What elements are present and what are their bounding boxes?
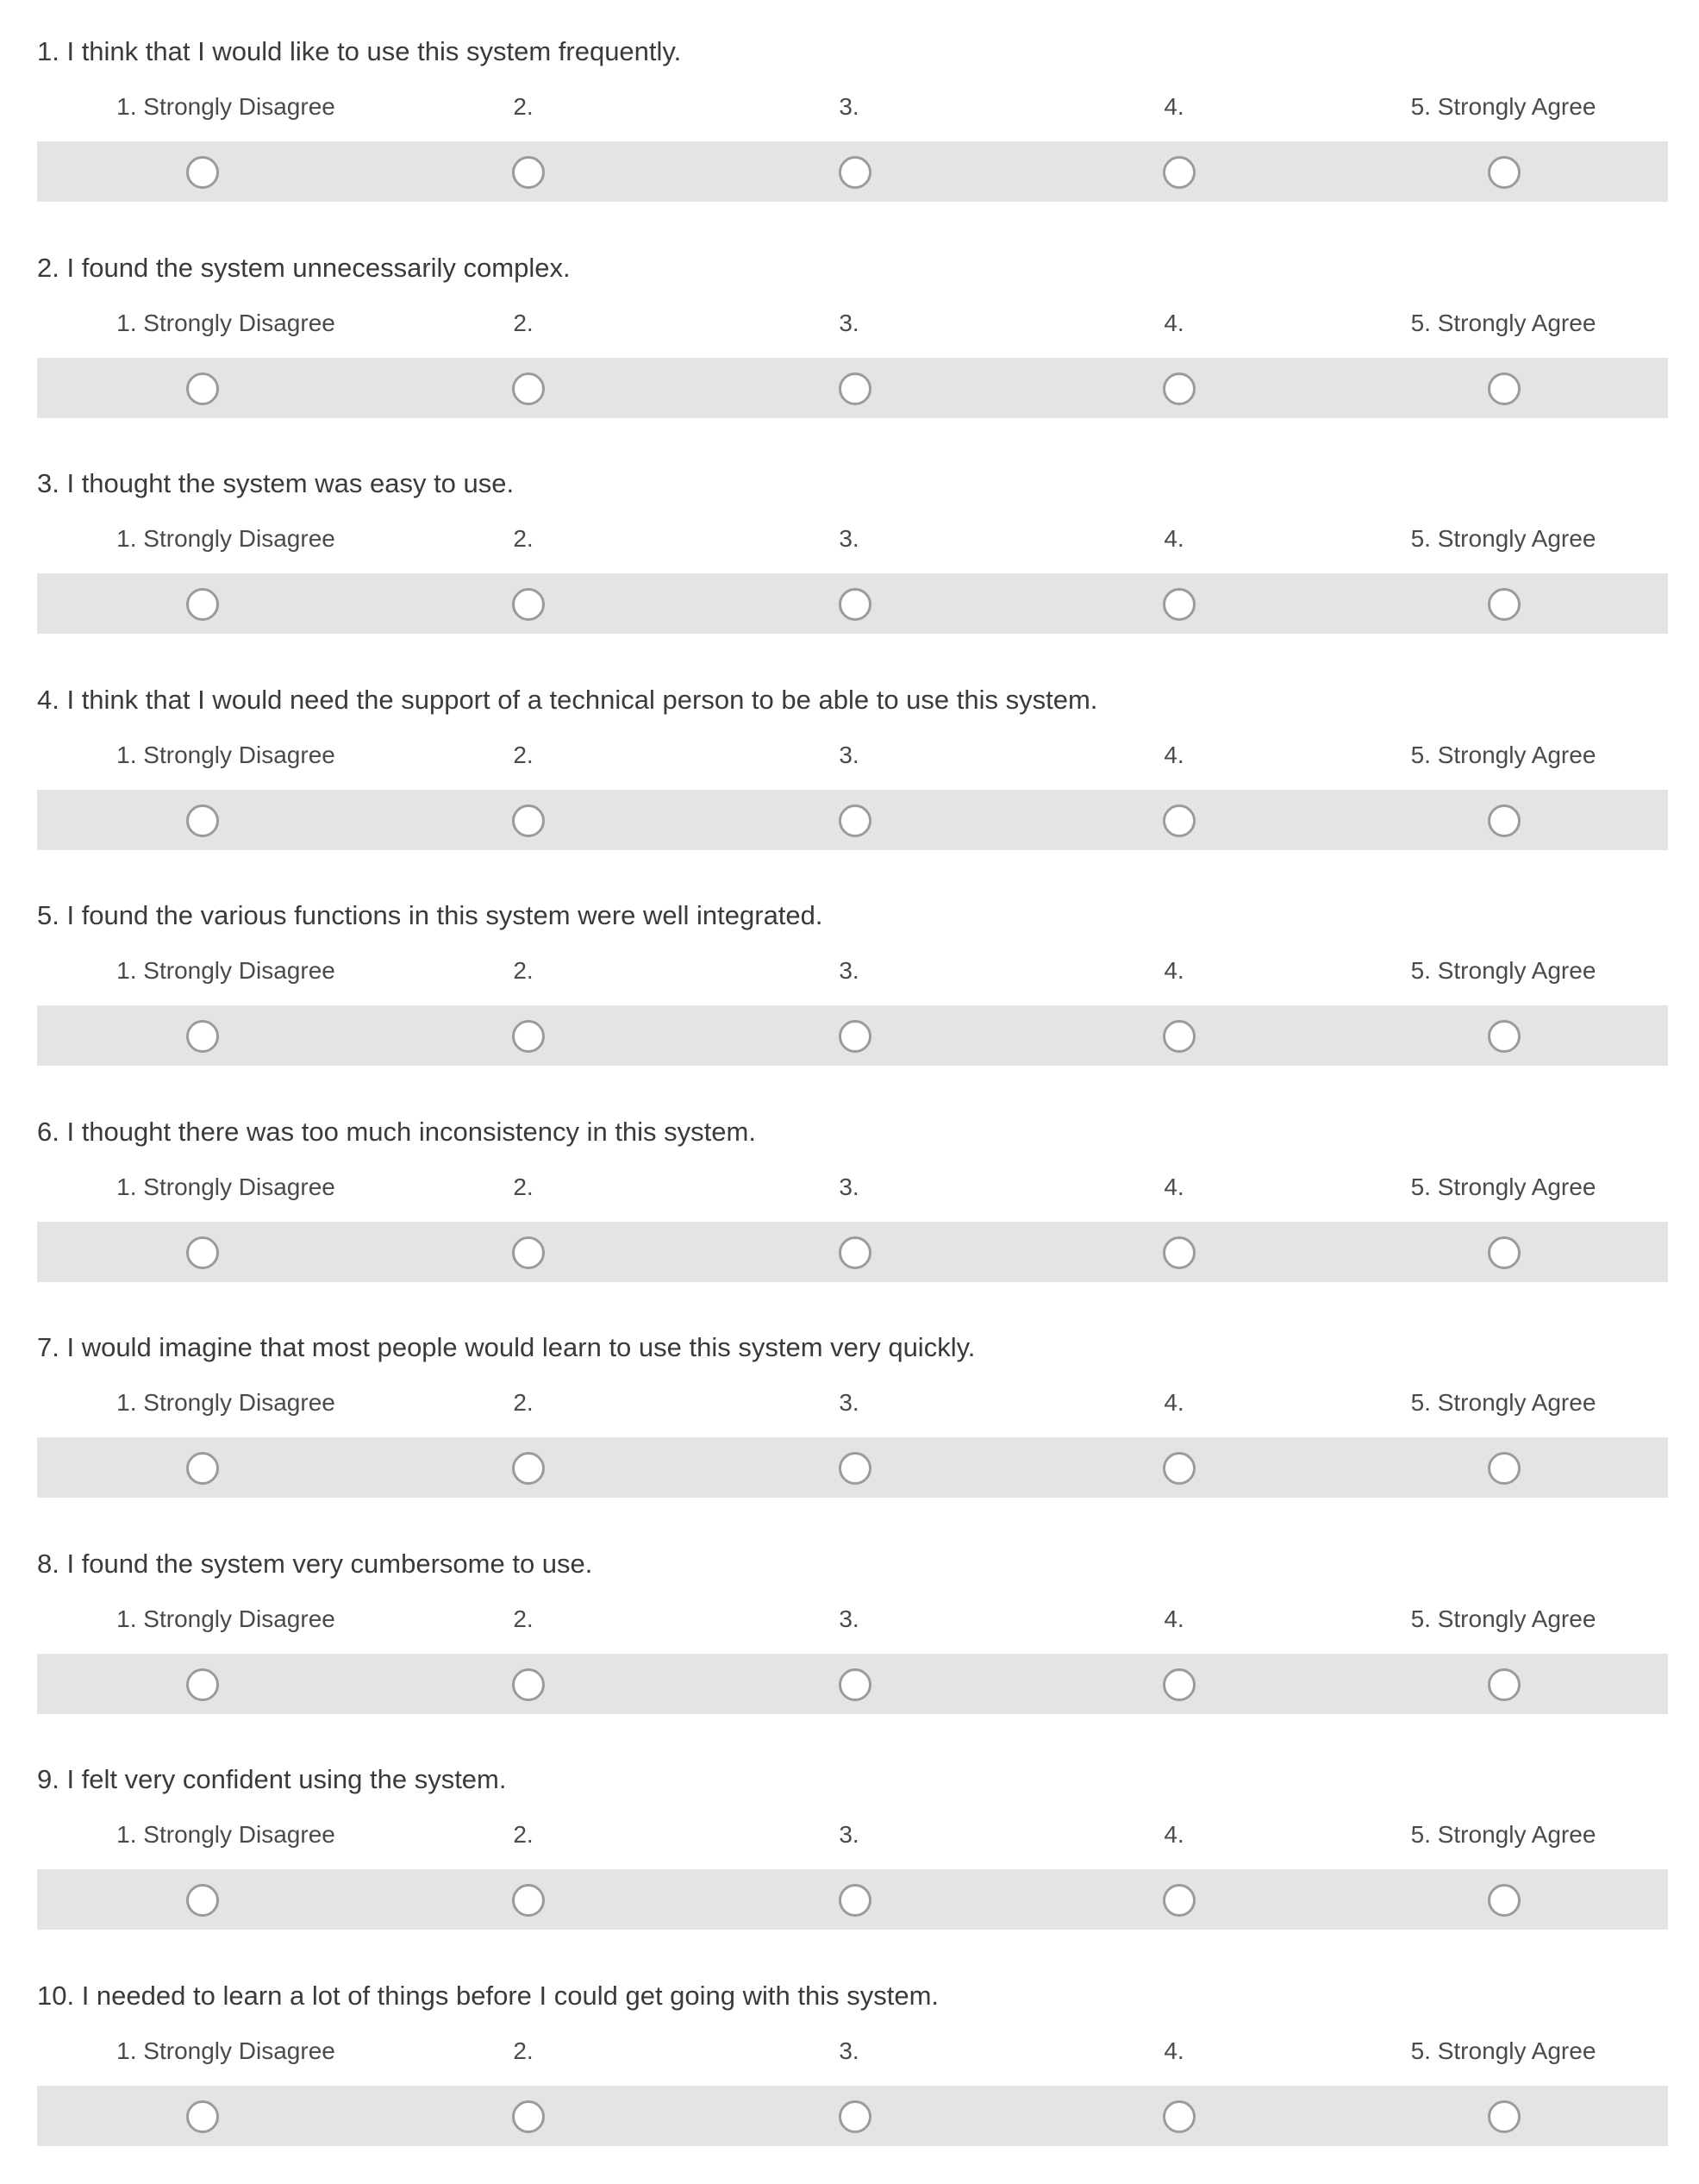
scale-label-1: 1. Strongly Disagree bbox=[116, 525, 335, 552]
scale-label-5: 5. Strongly Agree bbox=[1410, 1173, 1596, 1200]
question-block bbox=[0, 1105, 1699, 1320]
scale-label-5: 5. Strongly Agree bbox=[1410, 741, 1596, 768]
scale-label-3: 3. bbox=[839, 1821, 859, 1848]
rating-radio-1[interactable] bbox=[186, 1236, 219, 1269]
rating-radio-5[interactable] bbox=[1488, 372, 1521, 405]
scale-label-3: 3. bbox=[839, 957, 859, 984]
rating-radio-2[interactable] bbox=[512, 2100, 545, 2133]
rating-radio-3[interactable] bbox=[839, 1452, 871, 1485]
rating-radio-1[interactable] bbox=[186, 372, 219, 405]
scale-label-5: 5. Strongly Agree bbox=[1410, 525, 1596, 552]
scale-label-2: 2. bbox=[513, 1173, 534, 1200]
rating-radio-5[interactable] bbox=[1488, 588, 1521, 621]
question-block bbox=[0, 24, 1699, 240]
rating-radio-2[interactable] bbox=[512, 588, 545, 621]
scale-label-5: 5. Strongly Agree bbox=[1410, 1389, 1596, 1416]
rating-options-row bbox=[37, 358, 1668, 418]
rating-radio-3[interactable] bbox=[839, 804, 871, 837]
rating-radio-1[interactable] bbox=[186, 1452, 219, 1485]
scale-label-2: 2. bbox=[513, 957, 534, 984]
question-text: 8. I found the system very cumbersome to use. bbox=[37, 1548, 593, 1579]
rating-radio-5[interactable] bbox=[1488, 804, 1521, 837]
question-text: 7. I would imagine that most people would learn to use this system very quickly. bbox=[37, 1332, 976, 1362]
rating-radio-2[interactable] bbox=[512, 372, 545, 405]
scale-label-5: 5. Strongly Agree bbox=[1410, 309, 1596, 336]
rating-options-row bbox=[37, 1222, 1668, 1282]
scale-label-2: 2. bbox=[513, 525, 534, 552]
rating-radio-3[interactable] bbox=[839, 588, 871, 621]
scale-label-3: 3. bbox=[839, 1389, 859, 1416]
rating-options-row bbox=[37, 573, 1668, 634]
scale-label-1: 1. Strongly Disagree bbox=[116, 957, 335, 984]
scale-label-4: 4. bbox=[1164, 957, 1184, 984]
rating-radio-2[interactable] bbox=[512, 1020, 545, 1053]
question-block bbox=[0, 241, 1699, 456]
scale-label-2: 2. bbox=[513, 93, 534, 120]
scale-label-4: 4. bbox=[1164, 1605, 1184, 1632]
scale-label-3: 3. bbox=[839, 741, 859, 768]
rating-radio-5[interactable] bbox=[1488, 1020, 1521, 1053]
rating-radio-4[interactable] bbox=[1163, 1236, 1196, 1269]
question-block bbox=[0, 1968, 1699, 2184]
scale-label-5: 5. Strongly Agree bbox=[1410, 1821, 1596, 1848]
question-text: 1. I think that I would like to use this system frequently. bbox=[37, 36, 682, 66]
question-text: 3. I thought the system was easy to use. bbox=[37, 468, 515, 498]
rating-options-row bbox=[37, 1437, 1668, 1498]
rating-radio-4[interactable] bbox=[1163, 1452, 1196, 1485]
rating-radio-2[interactable] bbox=[512, 804, 545, 837]
rating-options-row bbox=[37, 1869, 1668, 1930]
question-text: 10. I needed to learn a lot of things before I could get going with this system. bbox=[37, 1980, 940, 2011]
question-text: 9. I felt very confident using the system. bbox=[37, 1764, 507, 1794]
rating-radio-1[interactable] bbox=[186, 1884, 219, 1917]
rating-radio-3[interactable] bbox=[839, 1020, 871, 1053]
scale-label-3: 3. bbox=[839, 2037, 859, 2064]
rating-options-row bbox=[37, 141, 1668, 202]
rating-radio-3[interactable] bbox=[839, 2100, 871, 2133]
scale-label-3: 3. bbox=[839, 1173, 859, 1200]
rating-radio-4[interactable] bbox=[1163, 804, 1196, 837]
scale-label-3: 3. bbox=[839, 525, 859, 552]
scale-label-4: 4. bbox=[1164, 1821, 1184, 1848]
rating-radio-4[interactable] bbox=[1163, 2100, 1196, 2133]
scale-label-3: 3. bbox=[839, 1605, 859, 1632]
scale-label-4: 4. bbox=[1164, 2037, 1184, 2064]
scale-label-1: 1. Strongly Disagree bbox=[116, 1605, 335, 1632]
rating-radio-4[interactable] bbox=[1163, 588, 1196, 621]
scale-label-3: 3. bbox=[839, 93, 859, 120]
scale-label-1: 1. Strongly Disagree bbox=[116, 1821, 335, 1848]
rating-radio-4[interactable] bbox=[1163, 372, 1196, 405]
scale-label-3: 3. bbox=[839, 309, 859, 336]
rating-radio-4[interactable] bbox=[1163, 1668, 1196, 1701]
rating-radio-5[interactable] bbox=[1488, 2100, 1521, 2133]
rating-radio-5[interactable] bbox=[1488, 1452, 1521, 1485]
scale-label-2: 2. bbox=[513, 1821, 534, 1848]
rating-options-row bbox=[37, 1654, 1668, 1714]
scale-label-2: 2. bbox=[513, 1389, 534, 1416]
rating-options-row bbox=[37, 2086, 1668, 2146]
rating-options-row bbox=[37, 1005, 1668, 1066]
rating-radio-5[interactable] bbox=[1488, 1236, 1521, 1269]
question-block bbox=[0, 673, 1699, 888]
question-block bbox=[0, 456, 1699, 672]
rating-radio-3[interactable] bbox=[839, 1236, 871, 1269]
scale-label-5: 5. Strongly Agree bbox=[1410, 957, 1596, 984]
rating-radio-1[interactable] bbox=[186, 2100, 219, 2133]
question-block bbox=[0, 1536, 1699, 1752]
rating-radio-5[interactable] bbox=[1488, 156, 1521, 189]
rating-radio-1[interactable] bbox=[186, 588, 219, 621]
scale-label-1: 1. Strongly Disagree bbox=[116, 741, 335, 768]
rating-radio-2[interactable] bbox=[512, 1668, 545, 1701]
rating-radio-1[interactable] bbox=[186, 804, 219, 837]
rating-radio-5[interactable] bbox=[1488, 1884, 1521, 1917]
question-block bbox=[0, 1752, 1699, 1968]
scale-label-4: 4. bbox=[1164, 741, 1184, 768]
rating-options-row bbox=[37, 790, 1668, 850]
rating-radio-1[interactable] bbox=[186, 1020, 219, 1053]
rating-radio-5[interactable] bbox=[1488, 1668, 1521, 1701]
scale-label-4: 4. bbox=[1164, 93, 1184, 120]
rating-radio-4[interactable] bbox=[1163, 1020, 1196, 1053]
scale-label-5: 5. Strongly Agree bbox=[1410, 93, 1596, 120]
question-text: 6. I thought there was too much inconsistency in this system. bbox=[37, 1116, 756, 1147]
rating-radio-2[interactable] bbox=[512, 1884, 545, 1917]
scale-label-1: 1. Strongly Disagree bbox=[116, 2037, 335, 2064]
rating-radio-1[interactable] bbox=[186, 156, 219, 189]
rating-radio-2[interactable] bbox=[512, 156, 545, 189]
question-text: 2. I found the system unnecessarily complex. bbox=[37, 252, 571, 283]
question-block bbox=[0, 888, 1699, 1104]
scale-label-2: 2. bbox=[513, 309, 534, 336]
rating-radio-2[interactable] bbox=[512, 1236, 545, 1269]
scale-label-2: 2. bbox=[513, 1605, 534, 1632]
scale-label-1: 1. Strongly Disagree bbox=[116, 1389, 335, 1416]
scale-label-4: 4. bbox=[1164, 1173, 1184, 1200]
scale-label-1: 1. Strongly Disagree bbox=[116, 309, 335, 336]
scale-label-2: 2. bbox=[513, 2037, 534, 2064]
scale-label-5: 5. Strongly Agree bbox=[1410, 2037, 1596, 2064]
question-text: 5. I found the various functions in this system were well integrated. bbox=[37, 900, 823, 930]
scale-label-1: 1. Strongly Disagree bbox=[116, 93, 335, 120]
rating-radio-3[interactable] bbox=[839, 156, 871, 189]
scale-label-4: 4. bbox=[1164, 1389, 1184, 1416]
rating-radio-3[interactable] bbox=[839, 372, 871, 405]
scale-label-2: 2. bbox=[513, 741, 534, 768]
rating-radio-4[interactable] bbox=[1163, 1884, 1196, 1917]
rating-radio-3[interactable] bbox=[839, 1668, 871, 1701]
scale-label-4: 4. bbox=[1164, 525, 1184, 552]
question-text: 4. I think that I would need the support of a technical person to be able to use this system. bbox=[37, 684, 1098, 715]
question-block bbox=[0, 1320, 1699, 1536]
scale-label-4: 4. bbox=[1164, 309, 1184, 336]
scale-label-5: 5. Strongly Agree bbox=[1410, 1605, 1596, 1632]
rating-radio-3[interactable] bbox=[839, 1884, 871, 1917]
rating-radio-4[interactable] bbox=[1163, 156, 1196, 189]
scale-label-1: 1. Strongly Disagree bbox=[116, 1173, 335, 1200]
rating-radio-2[interactable] bbox=[512, 1452, 545, 1485]
rating-radio-1[interactable] bbox=[186, 1668, 219, 1701]
